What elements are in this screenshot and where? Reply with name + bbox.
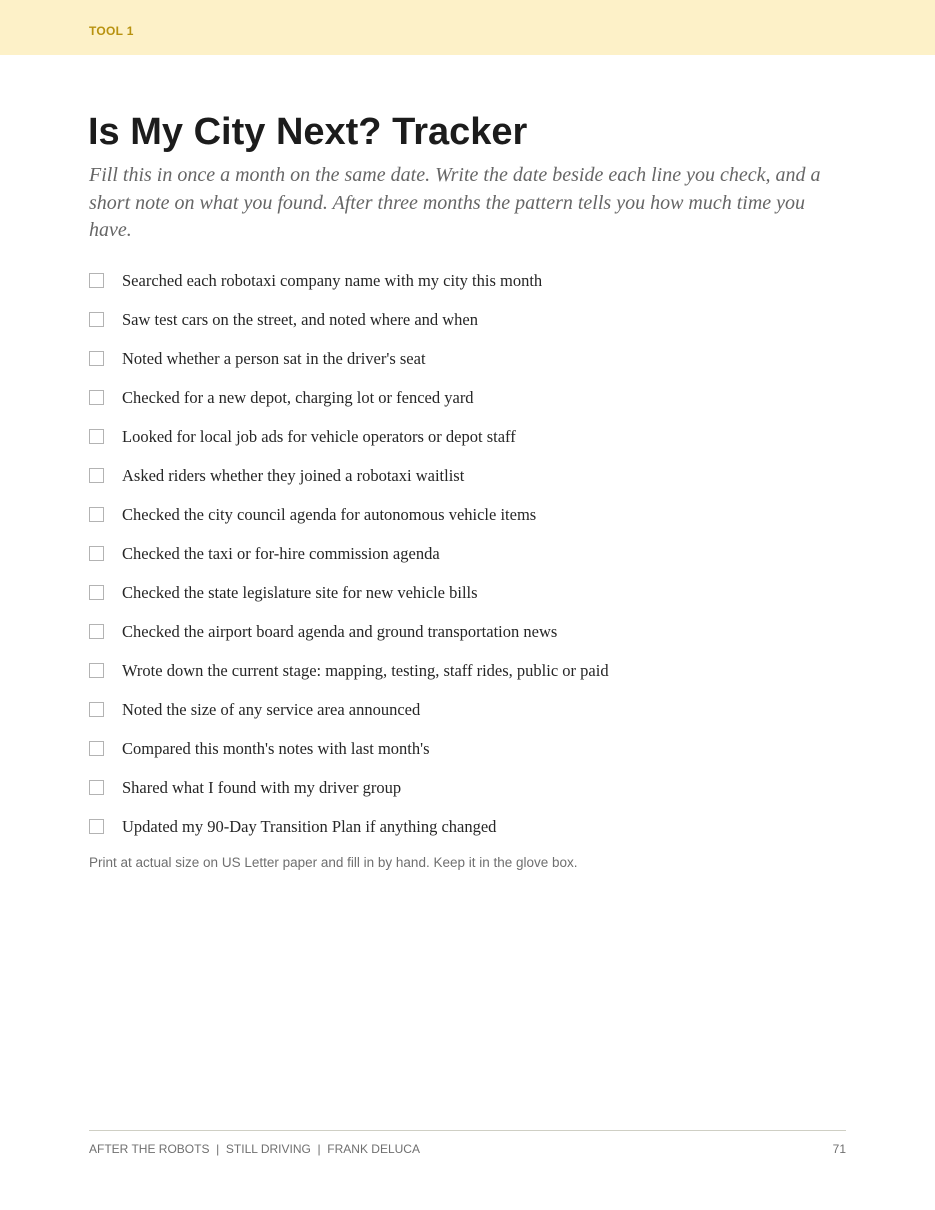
checkbox[interactable] <box>89 273 104 288</box>
checklist-item-label: Compared this month's notes with last month's <box>122 738 430 758</box>
checklist-item[interactable] <box>89 261 609 300</box>
intro-text: Fill this in once a month on the same date. Write the date beside each line you check, and a short note on what you found. After three months the pattern tells you how much time you have. <box>89 164 821 241</box>
checkbox[interactable] <box>89 585 104 600</box>
checklist-item-label: Checked the city council agenda for autonomous vehicle items <box>122 504 537 524</box>
tool-tag: TOOL 1 <box>89 24 134 38</box>
checkbox[interactable] <box>89 819 104 834</box>
checklist-item[interactable] <box>89 690 609 729</box>
checkbox[interactable] <box>89 702 104 717</box>
tracker-checklist <box>89 261 609 846</box>
checklist-item-label: Asked riders whether they joined a robotaxi waitlist <box>122 465 465 485</box>
checklist-item[interactable] <box>89 573 609 612</box>
checkbox[interactable] <box>89 351 104 366</box>
checklist-item[interactable] <box>89 729 609 768</box>
checkbox[interactable] <box>89 312 104 327</box>
checklist-item[interactable] <box>89 300 609 339</box>
checklist-item-label: Shared what I found with my driver group <box>122 777 402 797</box>
checklist-item[interactable] <box>89 612 609 651</box>
checklist-item-label: Searched each robotaxi company name with my city this month <box>122 270 543 290</box>
checklist-item-label: Checked the state legislature site for new vehicle bills <box>122 582 478 602</box>
checklist-item-label: Wrote down the current stage: mapping, testing, staff rides, public or paid <box>122 660 609 680</box>
header-band <box>0 0 935 55</box>
checkbox[interactable] <box>89 546 104 561</box>
checkbox[interactable] <box>89 624 104 639</box>
checklist-item-label: Checked the taxi or for-hire commission agenda <box>122 543 440 563</box>
checkbox[interactable] <box>89 780 104 795</box>
print-note: Print at actual size on US Letter paper and fill in by hand. Keep it in the glove box. <box>89 855 578 870</box>
checklist-item-label: Saw test cars on the street, and noted where and when <box>122 309 479 329</box>
checklist-item[interactable] <box>89 495 609 534</box>
page-number: 71 <box>832 1142 846 1156</box>
checkbox[interactable] <box>89 429 104 444</box>
checklist-item[interactable] <box>89 534 609 573</box>
checklist-item[interactable] <box>89 417 609 456</box>
footer-running-head: AFTER THE ROBOTS | STILL DRIVING | FRANK DELUCA <box>89 1142 420 1156</box>
checklist-item[interactable] <box>89 807 609 846</box>
footer-divider <box>89 1130 846 1131</box>
checkbox[interactable] <box>89 468 104 483</box>
checkbox[interactable] <box>89 663 104 678</box>
checklist-item[interactable] <box>89 768 609 807</box>
checklist-item-label: Noted the size of any service area announced <box>122 699 421 719</box>
checkbox[interactable] <box>89 390 104 405</box>
checklist-item-label: Checked for a new depot, charging lot or fenced yard <box>122 387 474 407</box>
checkbox[interactable] <box>89 507 104 522</box>
checklist-item[interactable] <box>89 456 609 495</box>
checklist-item-label: Updated my 90-Day Transition Plan if anything changed <box>122 816 497 836</box>
checklist-item-label: Noted whether a person sat in the driver's seat <box>122 348 426 368</box>
checklist-item[interactable] <box>89 339 609 378</box>
checklist-item[interactable] <box>89 651 609 690</box>
checklist-item-label: Looked for local job ads for vehicle operators or depot staff <box>122 426 516 446</box>
checklist-item[interactable] <box>89 378 609 417</box>
page-title: Is My City Next? Tracker <box>88 111 528 153</box>
checkbox[interactable] <box>89 741 104 756</box>
checklist-item-label: Checked the airport board agenda and ground transportation news <box>122 621 558 641</box>
